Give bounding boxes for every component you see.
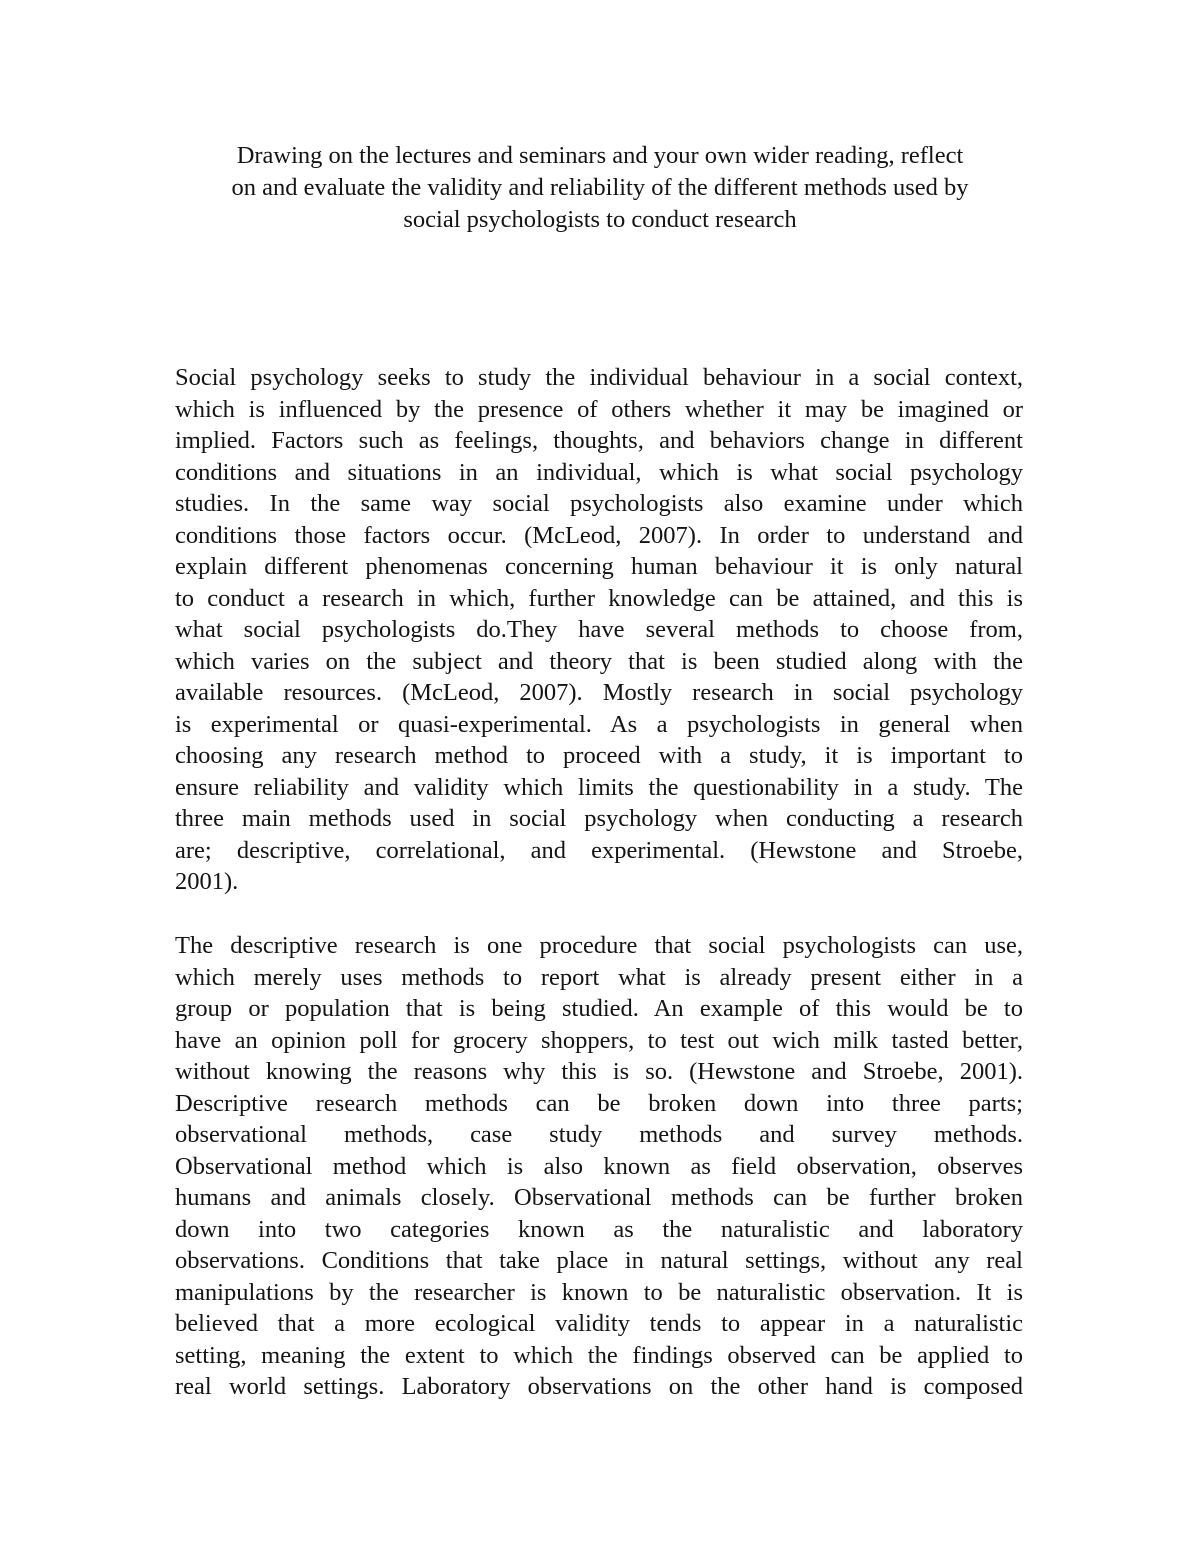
paragraph-descriptive-research (175, 930, 1023, 1403)
text-line: available resources. (McLeod, 2007). Mostly research in social psychology (175, 679, 1023, 706)
text-line: which varies on the subject and theory that is been studied along with the (175, 647, 1023, 675)
text-line: ensure reliability and validity which limits the questionability in a study. The (175, 773, 1023, 801)
text-line: to conduct a research in which, further knowledge can be attained, and this is (175, 584, 1023, 612)
text-line: observational methods, case study methods and survey methods. (175, 1121, 1023, 1148)
text-line: group or population that is being studied. An example of this would be to (175, 995, 1023, 1022)
text-line: conditions those factors occur. (McLeod, 2007). In order to understand and (175, 521, 1023, 549)
text-line: three main methods used in social psychology when conducting a research (175, 805, 1023, 832)
title-line: social psychologists to conduct research (403, 206, 797, 233)
text-line: manipulations by the researcher is known to be naturalistic observation. It is (175, 1278, 1023, 1306)
title-line: Drawing on the lectures and seminars and your own wider reading, reflect (236, 142, 964, 169)
text-line: observations. Conditions that take place in natural settings, without any real (175, 1247, 1023, 1274)
text-line: implied. Factors such as feelings, thoughts, and behaviors change in different (175, 427, 1023, 454)
paragraph-introduction (175, 362, 1023, 898)
text-line: real world settings. Laboratory observations on the other hand is composed (175, 1373, 1023, 1400)
essay-title (150, 140, 1050, 236)
text-line: which merely uses methods to report what is already present either in a (175, 963, 1023, 991)
text-line: which is influenced by the presence of others whether it may be imagined or (175, 395, 1023, 423)
text-line: 2001). (175, 868, 239, 895)
text-line: humans and animals closely. Observational methods can be further broken (175, 1184, 1023, 1211)
text-line: without knowing the reasons why this is so. (Hewstone and Stroebe, 2001). (175, 1058, 1023, 1085)
text-line: choosing any research method to proceed with a study, it is important to (175, 742, 1023, 769)
title-line: on and evaluate the validity and reliability of the different methods used by (231, 174, 969, 201)
text-line: studies. In the same way social psychologists also examine under which (175, 490, 1023, 517)
text-line: Descriptive research methods can be broken down into three parts; (175, 1089, 1023, 1117)
text-line: conditions and situations in an individual, which is what social psychology (175, 458, 1023, 486)
text-line: explain different phenomenas concerning human behaviour it is only natural (175, 553, 1023, 580)
text-line: Observational method which is also known as field observation, observes (175, 1152, 1023, 1180)
text-line: have an opinion poll for grocery shoppers, to test out wich milk tasted better, (175, 1026, 1023, 1054)
text-line: is experimental or quasi-experimental. As a psychologists in general when (175, 710, 1023, 738)
text-line: what social psychologists do.They have several methods to choose from, (175, 616, 1023, 643)
text-line: believed that a more ecological validity tends to appear in a naturalistic (175, 1310, 1023, 1337)
text-line: Social psychology seeks to study the individual behaviour in a social context, (175, 364, 1023, 391)
text-line: setting, meaning the extent to which the findings observed can be applied to (175, 1341, 1023, 1369)
text-line: The descriptive research is one procedure that social psychologists can use, (175, 932, 1023, 959)
text-line: are; descriptive, correlational, and experimental. (Hewstone and Stroebe, (175, 836, 1023, 864)
text-line: down into two categories known as the naturalistic and laboratory (175, 1215, 1023, 1243)
